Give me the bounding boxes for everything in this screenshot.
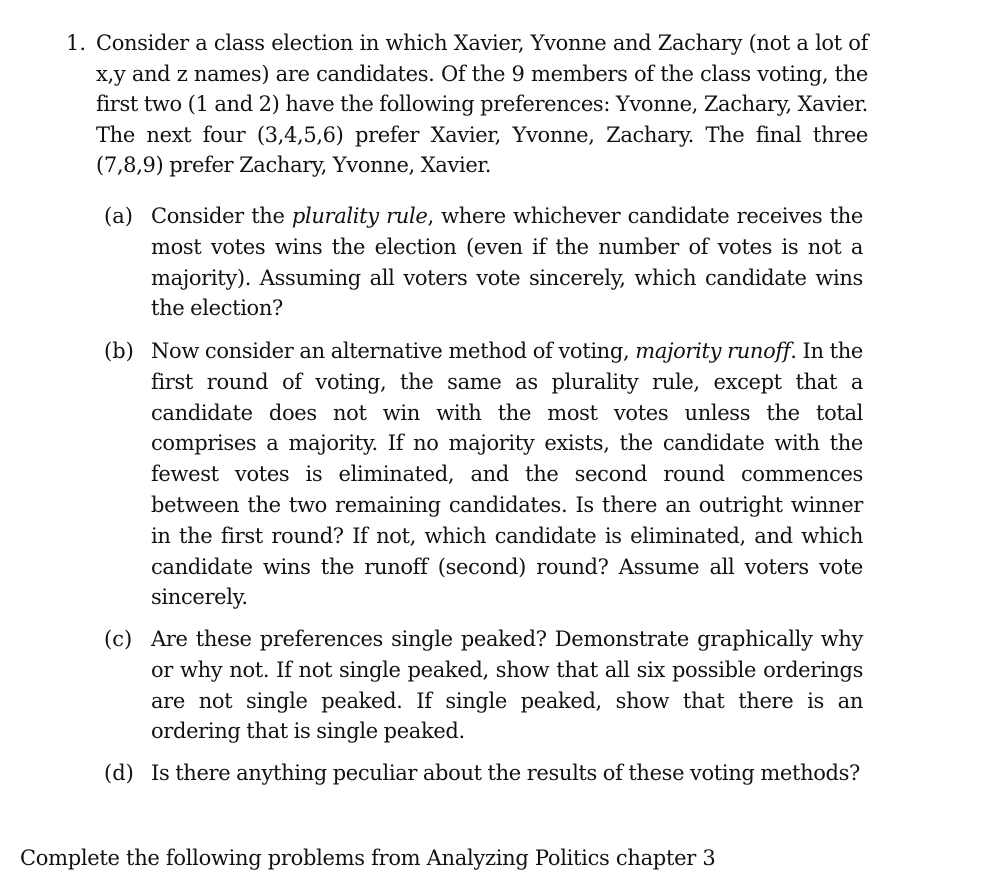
part-label: (a) [104,204,133,228]
part-text [151,201,863,324]
text-segment: . In the first round of voting, the same as plurality rule, except that a candidate does not win with the most votes unless the total comprises a majority. If no majority exists, the candidate with the fewest votes is eliminated, and the second round commences between the two remaining candidates. Is there an outright winner in the first round? If not, which candidate is eliminated, and which candidate wins the runoff (second) round? Assume all voters vote sincerely. [151,339,863,610]
part-text [151,336,863,613]
part-c [104,624,863,747]
part-text: Is there anything peculiar about the results of these voting methods? [151,761,860,785]
problem-intro: Consider a class election in which Xavier, Yvonne and Zachary (not a lot of x,y and z names) are candidates. Of the 9 members of the class voting, the first two (1 and 2) have the following preferences: Yvonne, Zachary, Xavier. The next four (3,4,5,6) prefer Xavier, Yvonne, Zachary. The final three (7,8,9) prefer Zachary, Yvonne, Xavier. [96,31,868,177]
problem-1 [66,28,868,181]
problem-number: 1. [66,31,87,55]
next-section-heading-cutoff: Complete the following problems from Analyzing Politics chapter 3 [20,846,716,870]
part-a [104,201,863,324]
text-segment: Now consider an alternative method of voting, [151,339,636,363]
part-label: (d) [104,761,134,785]
part-label: (c) [104,627,133,651]
part-label: (b) [104,339,134,363]
emphasized-term: plurality rule [291,204,428,228]
part-d [104,758,863,789]
part-text: Are these preferences single peaked? Demonstrate graphically why or why not. If not single peaked, show that all six possible orderings are not single peaked. If single peaked, show that there is an ordering that is single peaked. [151,627,863,744]
part-b [104,336,863,613]
text-segment: , where whichever candidate receives the most votes wins the election (even if the number of votes is not a majority). Assuming all voters vote sincerely, which candidate wins the election? [151,204,863,321]
emphasized-term: majority runoff [635,339,791,363]
text-segment: Consider the [151,204,292,228]
